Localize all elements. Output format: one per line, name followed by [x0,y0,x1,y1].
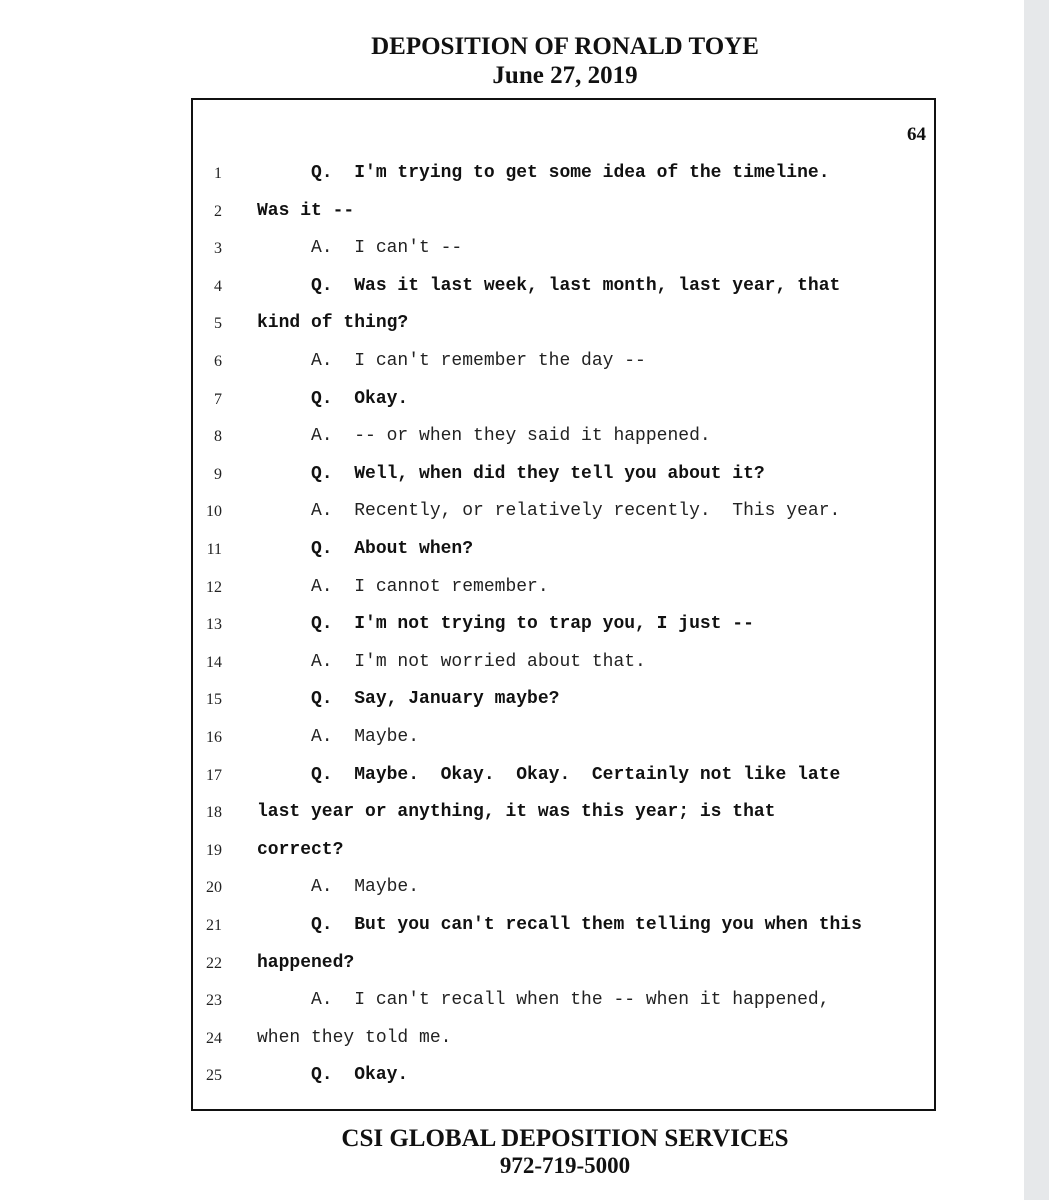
footer-phone: 972-719-5000 [499,1153,631,1178]
transcript-line [0,612,1024,642]
transcript-line [0,687,1024,717]
question-text: happened? [257,952,355,973]
transcript-line [0,199,1024,229]
transcript-line [0,951,1024,981]
transcript-line [0,311,1024,341]
transcript-line [0,349,1024,379]
line-number: 16 [206,729,222,746]
transcript-line [0,161,1024,191]
question-text: Q. Was it last week, last month, last year, that [257,275,841,296]
line-number: 1 [214,165,222,182]
transcript-line [0,988,1024,1018]
answer-text: A. Recently, or relatively recently. This year. [257,501,841,522]
answer-text: A. I can't recall when the -- when it happened, [257,990,830,1011]
line-number: 19 [206,841,222,859]
question-text: Q. But you can't recall them telling you when this [257,915,862,935]
line-number: 9 [214,465,222,483]
question-text: correct? [257,839,344,860]
line-number: 14 [206,653,222,671]
deposition-date: June 27, 2019 [492,62,638,89]
answer-text: A. I cannot remember. [257,576,549,597]
line-number: 13 [206,616,222,634]
question-text: Q. About when? [257,539,474,559]
question-text: Q. Maybe. Okay. Okay. Certainly not like late [257,764,841,785]
transcript-line [0,1063,1024,1093]
question-text: Was it -- [257,200,355,221]
answer-text: A. -- or when they said it happened. [257,426,711,447]
footer-organization: CSI GLOBAL DEPOSITION SERVICES [341,1125,789,1152]
line-number: 12 [206,578,222,596]
transcript-line [0,499,1024,529]
answer-text: A. I can't -- [257,238,463,259]
line-number: 5 [214,315,222,333]
transcript-line [0,274,1024,304]
question-text: Q. I'm trying to get some idea of the timeline. [257,163,830,183]
question-text: Q. Okay. [257,388,409,409]
answer-text: A. Maybe. [257,877,420,898]
transcript-line [0,875,1024,905]
line-number: 23 [206,992,222,1010]
line-number: 3 [214,240,222,258]
line-number: 21 [206,917,222,934]
line-number: 4 [214,277,222,295]
answer-text: A. I can't remember the day -- [257,351,646,371]
transcript-line [0,800,1024,830]
line-number: 22 [206,954,222,972]
question-text: Q. Say, January maybe? [257,689,560,710]
line-number: 2 [214,202,222,220]
transcript-line [0,424,1024,454]
answer-text: A. I'm not worried about that. [257,651,646,672]
transcript-line [0,462,1024,492]
line-number: 15 [206,691,222,709]
page-number: 64 [907,124,926,145]
answer-text: A. Maybe. [257,727,420,747]
line-number: 17 [206,766,222,784]
line-number: 11 [206,541,222,558]
transcript-line [0,537,1024,567]
transcript-line [0,575,1024,605]
line-number: 18 [206,804,222,822]
transcript-line [0,838,1024,868]
line-number: 20 [206,879,222,897]
transcript-line [0,913,1024,943]
question-text: Q. Well, when did they tell you about it? [257,463,765,484]
line-number: 10 [206,503,222,521]
deposition-title: DEPOSITION OF RONALD TOYE [371,33,759,60]
question-text: last year or anything, it was this year; is that [257,802,776,823]
line-number: 7 [214,390,222,408]
transcript-line [0,387,1024,417]
answer-text: when they told me. [257,1027,452,1048]
transcript-line [0,650,1024,680]
line-number: 6 [214,353,222,370]
line-number: 8 [214,428,222,446]
viewer-gutter [1024,0,1049,1200]
question-text: kind of thing? [257,313,409,334]
question-text: Q. Okay. [257,1065,409,1086]
line-number: 24 [206,1029,222,1047]
transcript-line [0,236,1024,266]
transcript-line [0,725,1024,755]
transcript-line [0,763,1024,793]
line-number: 25 [206,1067,222,1085]
transcript-line [0,1026,1024,1056]
question-text: Q. I'm not trying to trap you, I just -- [257,614,754,635]
